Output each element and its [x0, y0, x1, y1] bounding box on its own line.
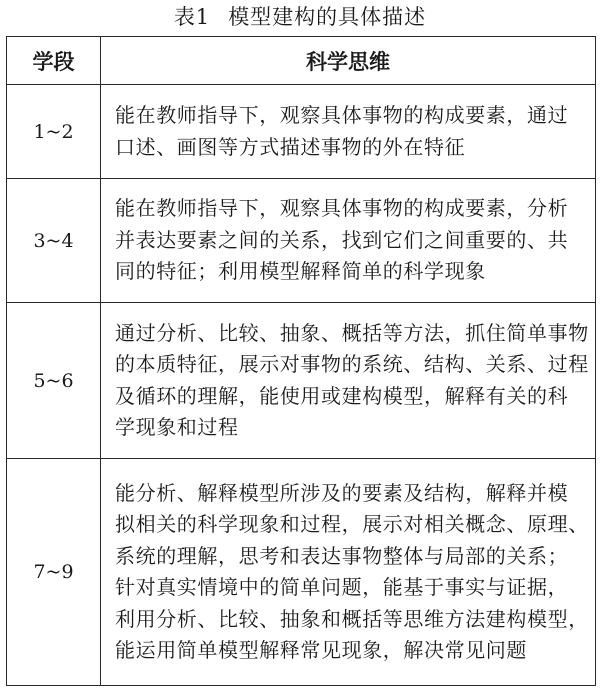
stage-cell: 3~4	[7, 179, 101, 303]
table-row	[7, 303, 596, 459]
table-title: 模型建构的具体描述	[228, 5, 427, 29]
stage-cell: 5~6	[7, 303, 101, 459]
model-construction-table	[6, 36, 596, 686]
description-line: 能运用简单模型解释常见现象，解决常见问题	[115, 638, 527, 662]
description-line: 学现象和过程	[115, 415, 239, 439]
description-line: 针对真实情境中的简单问题，能基于事实与证据，	[115, 575, 569, 599]
table-row	[7, 459, 596, 686]
description-line: 的本质特征，展示对事物的系统、结构、关系、过程	[115, 352, 589, 376]
header-scientific-thinking: 科学思维	[101, 37, 596, 85]
header-stage: 学段	[7, 37, 101, 85]
description-line: 并表达要素之间的关系，找到它们之间重要的、共	[115, 227, 569, 252]
description-cell	[101, 459, 596, 686]
table-row	[7, 85, 596, 179]
description-line: 口述、画图等方式描述事物的外在特征	[115, 134, 466, 159]
description-line: 系统的理解，思考和表达事物整体与局部的关系；	[115, 543, 569, 568]
table-row	[7, 179, 596, 303]
description-line: 及循环的理解，能使用或建构模型，解释有关的科	[115, 383, 569, 408]
description-line: 利用分析、比较、抽象和概括等思维方法建构模型，	[115, 606, 589, 631]
table-caption	[0, 0, 600, 34]
stage-cell: 7~9	[7, 459, 101, 686]
table-number: 表1	[173, 5, 211, 29]
header-row	[7, 37, 596, 85]
stage-cell: 1~2	[7, 85, 101, 179]
description-line: 能在教师指导下，观察具体事物的构成要素，通过	[115, 103, 569, 127]
description-cell	[101, 85, 596, 179]
description-line: 拟相关的科学现象和过程，展示对相关概念、原理、	[115, 512, 589, 536]
description-line: 能在教师指导下，观察具体事物的构成要素，分析	[115, 196, 569, 221]
description-line: 同的特征；利用模型解释简单的科学现象	[115, 259, 486, 284]
description-line: 能分析、解释模型所涉及的要素及结构，解释并模	[115, 480, 569, 505]
description-cell	[101, 303, 596, 459]
description-cell	[101, 179, 596, 303]
description-line: 通过分析、比较、抽象、概括等方法，抓住简单事物	[115, 320, 589, 345]
